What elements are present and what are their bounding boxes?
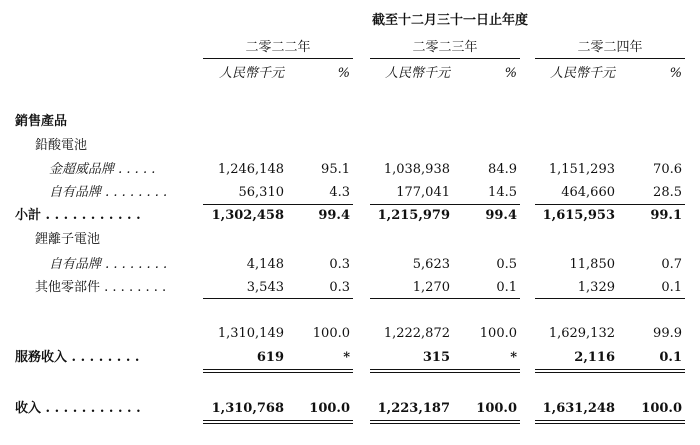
cell: 99.4	[318, 208, 350, 223]
cell: 5,623	[412, 257, 450, 272]
cell: 1,629,132	[548, 326, 615, 341]
header-rule-2023	[370, 58, 520, 59]
cell: 1,215,979	[377, 208, 450, 223]
rule	[203, 204, 353, 205]
cell: 100.0	[309, 401, 350, 416]
cell: 1,631,248	[542, 401, 615, 416]
cell: 1,310,149	[217, 326, 284, 341]
rule	[535, 204, 685, 205]
header-rule-2022	[203, 58, 353, 59]
cell: 100.0	[641, 401, 682, 416]
cell: 464,660	[561, 185, 615, 200]
cell: 1,302,458	[211, 208, 284, 223]
double-rule	[535, 369, 685, 373]
year-2022-header: 二零二二年	[245, 40, 311, 55]
cell: 70.6	[653, 162, 682, 177]
cell: 1,246,148	[217, 162, 284, 177]
cell: 315	[422, 350, 450, 365]
cell: 28.5	[653, 185, 682, 200]
cell: 95.1	[321, 162, 350, 177]
subtotal-label: 小計 . . . . . . . . . . .	[15, 208, 141, 223]
cell: 0.7	[661, 257, 682, 272]
rule	[370, 298, 520, 299]
pct-2023: %	[504, 66, 517, 81]
header-rule-2024	[535, 58, 685, 59]
cell: 1,151,293	[548, 162, 615, 177]
cell: 100.0	[476, 401, 517, 416]
cell: 4.3	[329, 185, 350, 200]
cell: 177,041	[396, 185, 450, 200]
cell: 1,223,187	[377, 401, 450, 416]
double-rule	[370, 369, 520, 373]
pct-2024: %	[669, 66, 682, 81]
cell: *	[510, 350, 517, 365]
cell: 0.1	[659, 350, 682, 365]
cell: 1,310,768	[211, 401, 284, 416]
period-header: 截至十二月三十一日止年度	[371, 13, 528, 28]
cell: *	[343, 350, 350, 365]
year-2024-header: 二零二四年	[577, 40, 643, 55]
cell: 99.9	[653, 326, 682, 341]
cell: 2,116	[574, 350, 615, 365]
rule	[535, 298, 685, 299]
lithium-heading: 鋰離子電池	[35, 232, 101, 247]
sales-heading: 銷售產品	[15, 114, 68, 129]
cell: 1,222,872	[383, 326, 450, 341]
cell: 1,038,938	[383, 162, 450, 177]
chilwee-label: 金超威品牌 . . . . .	[49, 162, 156, 177]
cell: 0.1	[661, 280, 682, 295]
cell: 3,543	[246, 280, 284, 295]
pct-2022: %	[337, 66, 350, 81]
unit-2022: 人民幣千元	[218, 66, 284, 81]
cell: 14.5	[488, 185, 517, 200]
service-label: 服務收入 . . . . . . . .	[15, 350, 140, 365]
own-brand-lithium-label: 自有品牌 . . . . . . . .	[49, 257, 168, 272]
cell: 0.3	[329, 280, 350, 295]
cell: 4,148	[246, 257, 284, 272]
double-rule	[535, 420, 685, 424]
double-rule	[203, 369, 353, 373]
other-parts-label: 其他零部件 . . . . . . . .	[35, 280, 167, 295]
cell: 0.3	[329, 257, 350, 272]
year-2023-header: 二零二三年	[412, 40, 478, 55]
own-brand-label: 自有品牌 . . . . . . . .	[49, 185, 168, 200]
unit-2023: 人民幣千元	[384, 66, 450, 81]
cell: 1,270	[412, 280, 450, 295]
cell: 0.1	[496, 280, 517, 295]
cell: 84.9	[488, 162, 517, 177]
cell: 0.5	[496, 257, 517, 272]
rule	[203, 298, 353, 299]
unit-2024: 人民幣千元	[549, 66, 615, 81]
cell: 56,310	[238, 185, 284, 200]
cell: 1,615,953	[542, 208, 615, 223]
cell: 100.0	[479, 326, 517, 341]
cell: 100.0	[312, 326, 350, 341]
rule	[370, 204, 520, 205]
cell: 619	[256, 350, 284, 365]
double-rule	[370, 420, 520, 424]
cell: 11,850	[569, 257, 615, 272]
revenue-label: 收入 . . . . . . . . . . .	[15, 401, 141, 416]
lead-acid-heading: 鉛酸電池	[35, 138, 88, 153]
cell: 1,329	[577, 280, 615, 295]
cell: 99.1	[650, 208, 682, 223]
double-rule	[203, 420, 353, 424]
cell: 99.4	[485, 208, 517, 223]
